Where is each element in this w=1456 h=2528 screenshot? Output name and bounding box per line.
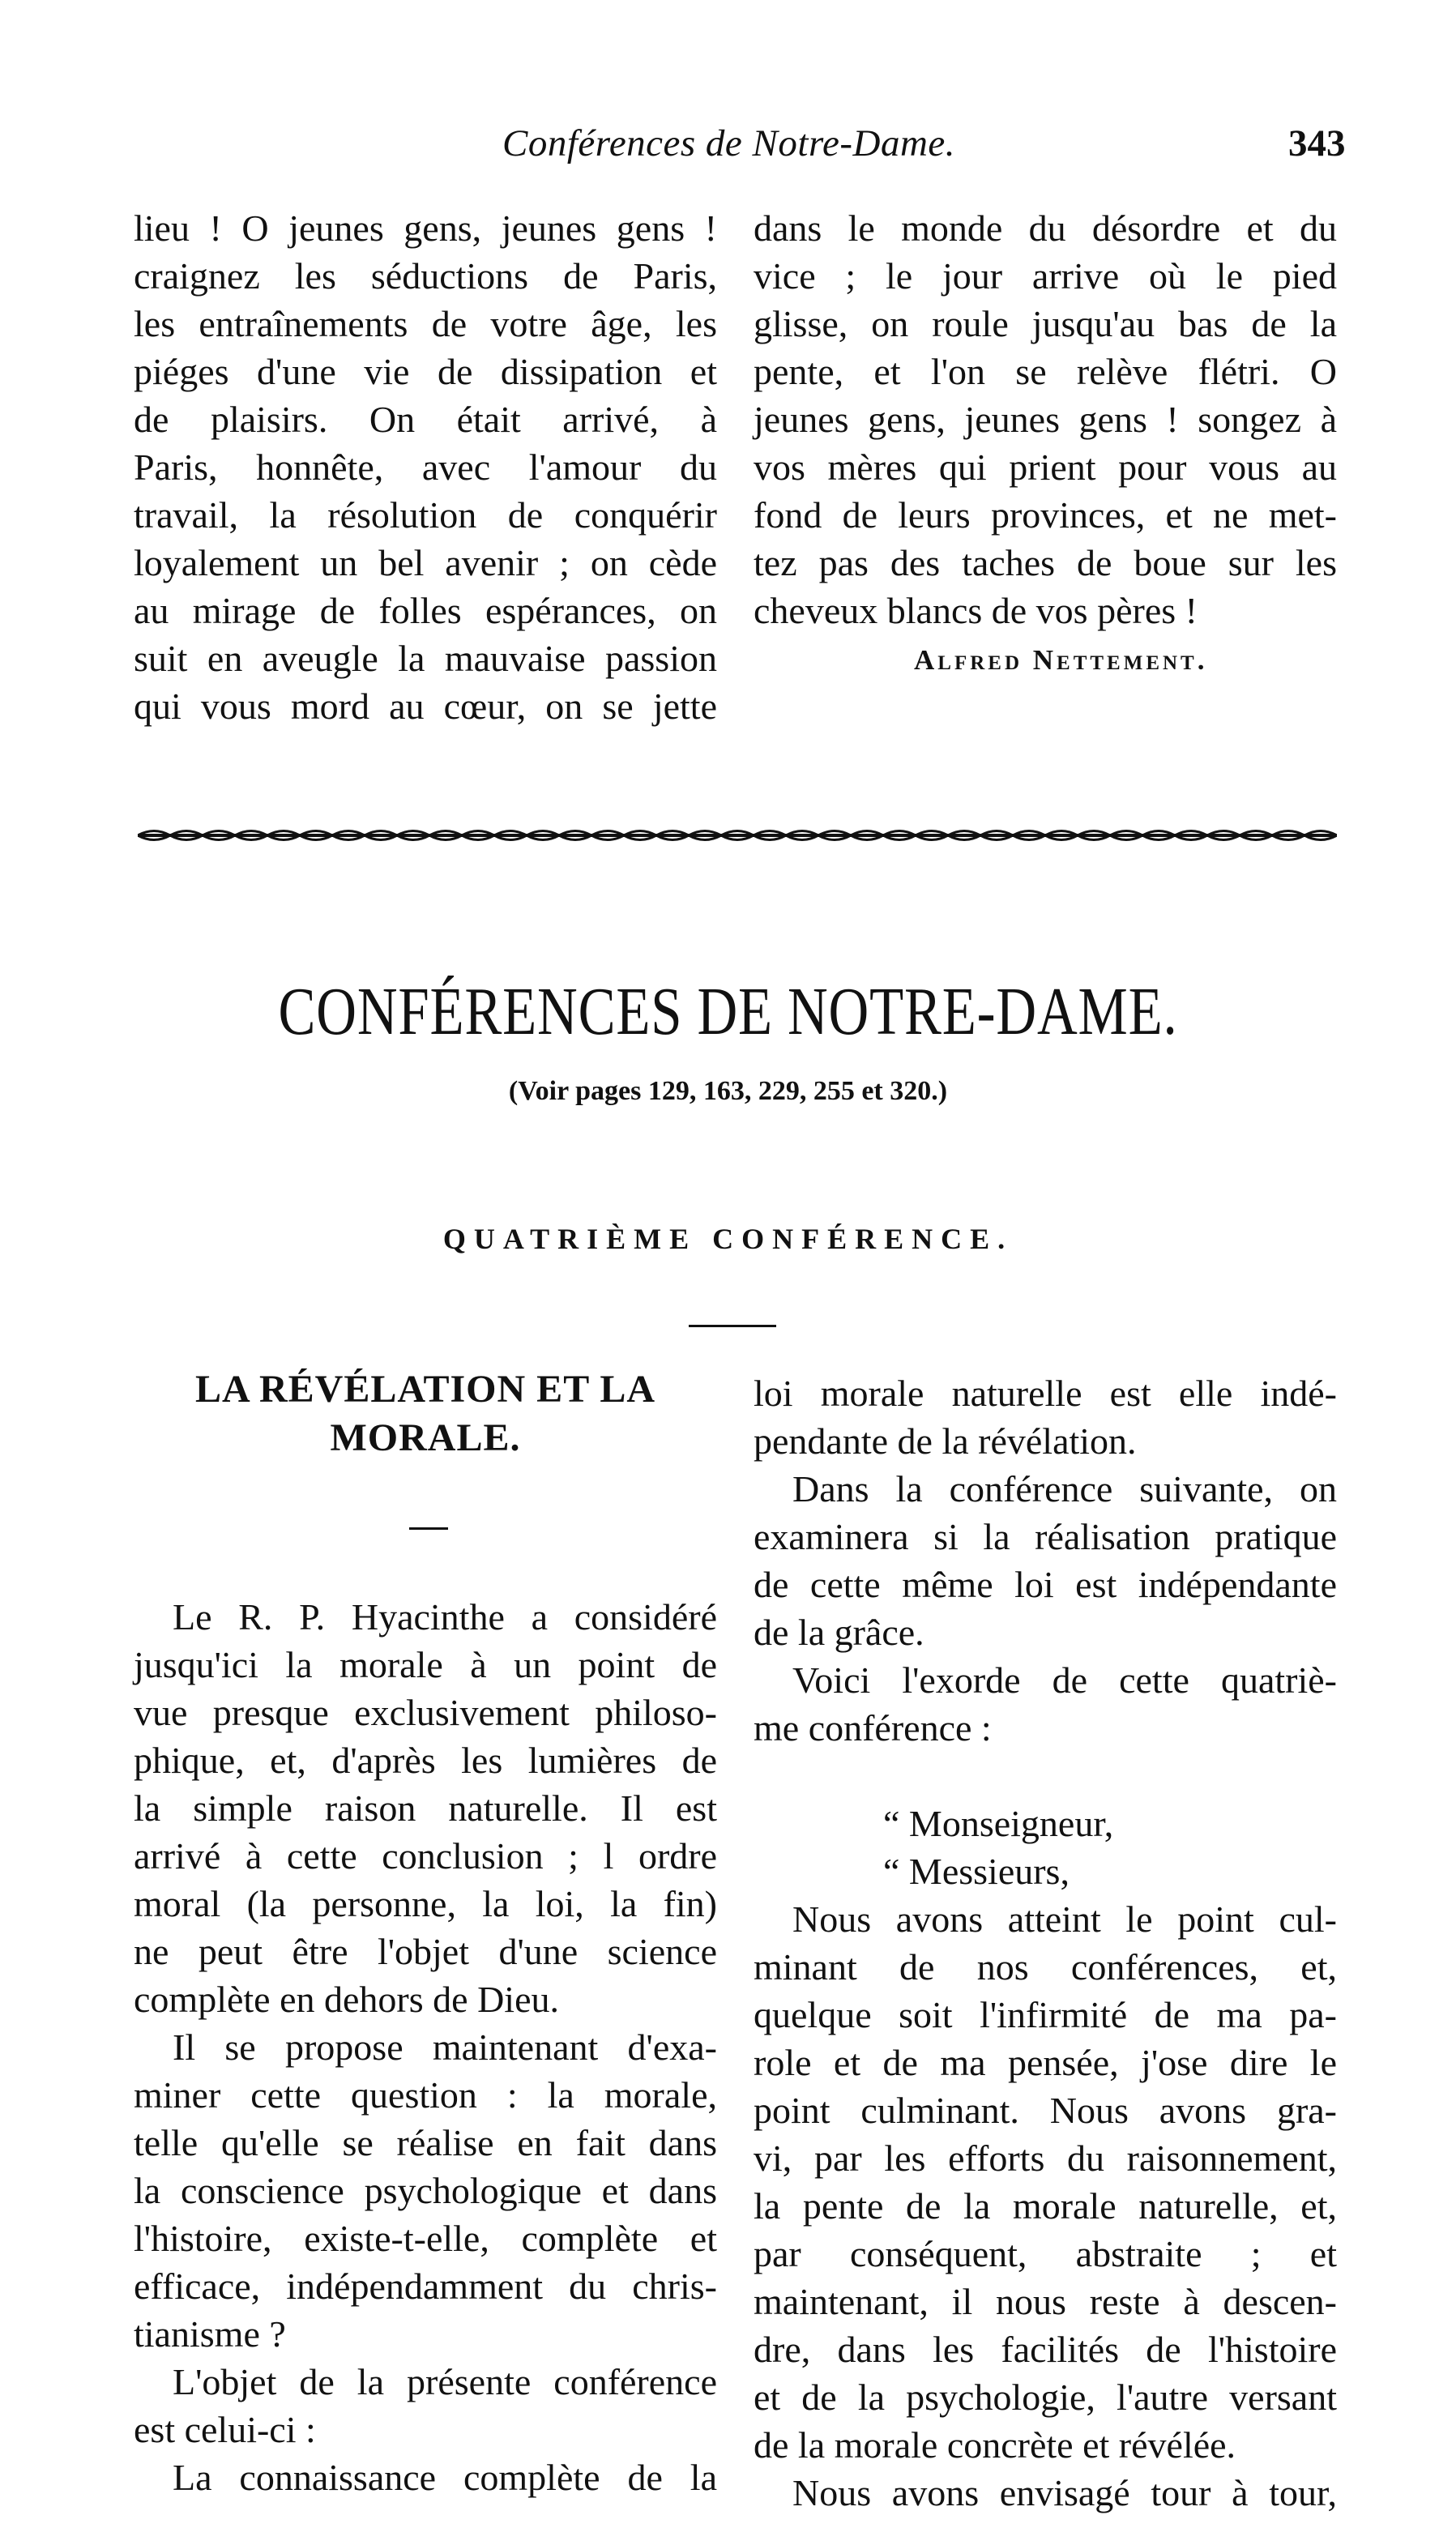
- text-line: maintenant, il nous reste à descen-: [754, 2281, 1337, 2322]
- text-line: phique, et, d'après les lumières de: [134, 1740, 717, 1781]
- text-line: Dans la conférence suivante, on: [792, 1468, 1337, 1510]
- text-line: loi morale naturelle est elle indé-: [754, 1373, 1337, 1414]
- text-line: vos mères qui prient pour vous au: [754, 446, 1337, 488]
- running-title: Conférences de Notre-Dame.: [502, 122, 956, 164]
- text-line: jusqu'ici la morale à un point de: [134, 1644, 717, 1685]
- text-line: Paris, honnête, avec l'amour du: [134, 446, 717, 488]
- text-line: examinera si la réalisation pratique: [754, 1516, 1337, 1557]
- text-line: piéges d'une vie de dissipation et: [134, 351, 717, 392]
- conference-label: QUATRIÈME CONFÉRENCE.: [442, 1223, 1014, 1255]
- ornamental-divider: [138, 826, 1337, 844]
- text-line: par conséquent, abstraite ; et: [754, 2233, 1337, 2274]
- text-line: tez pas des taches de boue sur les: [754, 542, 1337, 583]
- text-line: dre, dans les facilités de l'histoire: [754, 2329, 1337, 2370]
- text-line: vice ; le jour arrive où le pied: [754, 255, 1337, 297]
- text-line: Le R. P. Hyacinthe a considéré: [173, 1596, 717, 1638]
- text-line: complète en dehors de Dieu.: [134, 1979, 559, 2020]
- text-line: efficace, indépendamment du chris-: [134, 2265, 717, 2307]
- text-line: vue presque exclusivement philoso-: [134, 1692, 717, 1733]
- text-line: “ Monseigneur,: [883, 1803, 1114, 1844]
- text-line: quelque soit l'infirmité de ma pa-: [754, 1994, 1337, 2035]
- text-line: au mirage de folles espérances, on: [134, 590, 717, 631]
- text-line: telle qu'elle se réalise en fait dans: [134, 2122, 717, 2163]
- text-line: miner cette question : la morale,: [134, 2074, 717, 2116]
- text-line: pendante de la révélation.: [754, 1420, 1137, 1462]
- text-line: Voici l'exorde de cette quatriè-: [792, 1659, 1337, 1701]
- text-line: suit en aveugle la mauvaise passion: [134, 638, 717, 679]
- text-line: jeunes gens, jeunes gens ! songez à: [754, 399, 1337, 440]
- text-line: de la grâce.: [754, 1612, 924, 1653]
- main-title: CONFÉRENCES DE NOTRE-DAME.: [278, 974, 1178, 1049]
- section-title-line: MORALE.: [330, 1416, 521, 1459]
- text-line: L'objet de la présente conférence: [173, 2361, 717, 2402]
- text-line: La connaissance complète de la: [173, 2457, 717, 2498]
- page-reference: (Voir pages 129, 163, 229, 255 et 320.): [508, 1076, 948, 1106]
- text-line: arrivé à cette conclusion ; l ordre: [134, 1835, 717, 1877]
- text-line: de plaisirs. On était arrivé, à: [134, 399, 717, 440]
- section-title-line: LA RÉVÉLATION ET LA: [194, 1368, 656, 1411]
- text-line: travail, la résolution de conquérir: [134, 494, 717, 536]
- text-line: point culminant. Nous avons gra-: [754, 2090, 1337, 2131]
- top-right-column: [754, 204, 1337, 634]
- text-line: lieu ! O jeunes gens, jeunes gens !: [134, 207, 717, 249]
- text-line: craignez les séductions de Paris,: [134, 255, 717, 297]
- text-line: pente, et l'on se relève flétri. O: [754, 351, 1337, 392]
- text-line: Il se propose maintenant d'exa-: [173, 2026, 717, 2068]
- text-line: ne peut être l'objet d'une science: [134, 1931, 717, 1972]
- text-line: role et de ma pensée, j'ose dire le: [754, 2042, 1337, 2083]
- text-line: moral (la personne, la loi, la fin): [134, 1883, 717, 1924]
- text-line: minant de nos conférences, et,: [754, 1946, 1337, 1988]
- text-line: est celui-ci :: [134, 2409, 316, 2450]
- text-line: et de la psychologie, l'autre versant: [754, 2376, 1337, 2418]
- top-left-column: [134, 204, 717, 730]
- section-rule: [689, 1325, 776, 1327]
- text-line: la conscience psychologique et dans: [134, 2170, 717, 2211]
- text-line: l'histoire, existe-t-elle, complète et: [134, 2218, 717, 2259]
- text-line: la simple raison naturelle. Il est: [134, 1787, 717, 1829]
- page-number: 343: [1288, 122, 1346, 164]
- text-line: fond de leurs provinces, et ne met-: [754, 494, 1337, 536]
- text-line: glisse, on roule jusqu'au bas de la: [754, 303, 1337, 344]
- text-line: dans le monde du désordre et du: [754, 207, 1337, 249]
- text-line: Nous avons atteint le point cul-: [792, 1898, 1337, 1940]
- text-line: Nous avons envisagé tour à tour,: [792, 2472, 1337, 2513]
- text-line: la pente de la morale naturelle, et,: [754, 2185, 1337, 2227]
- text-line: loyalement un bel avenir ; on cède: [134, 542, 717, 583]
- text-line: “ Messieurs,: [883, 1851, 1070, 1892]
- section-dash: [409, 1527, 448, 1530]
- blank-line: [754, 1752, 1337, 1800]
- page-header: [0, 122, 1456, 186]
- text-line: cheveux blancs de vos pères !: [754, 590, 1198, 631]
- text-line: de cette même loi est indépendante: [754, 1564, 1337, 1605]
- text-line: les entraînements de votre âge, les: [134, 303, 717, 344]
- bottom-left-column: [134, 1593, 717, 2501]
- signature: Alfred Nettement.: [914, 644, 1208, 676]
- text-line: qui vous mord au cœur, on se jette: [134, 685, 717, 727]
- text-line: tianisme ?: [134, 2313, 286, 2355]
- section-title: [134, 1365, 717, 1463]
- bottom-right-column: [754, 1369, 1337, 2517]
- text-line: me conférence :: [754, 1707, 992, 1749]
- text-line: vi, par les efforts du raisonnement,: [754, 2137, 1337, 2179]
- text-line: de la morale concrète et révélée.: [754, 2424, 1236, 2466]
